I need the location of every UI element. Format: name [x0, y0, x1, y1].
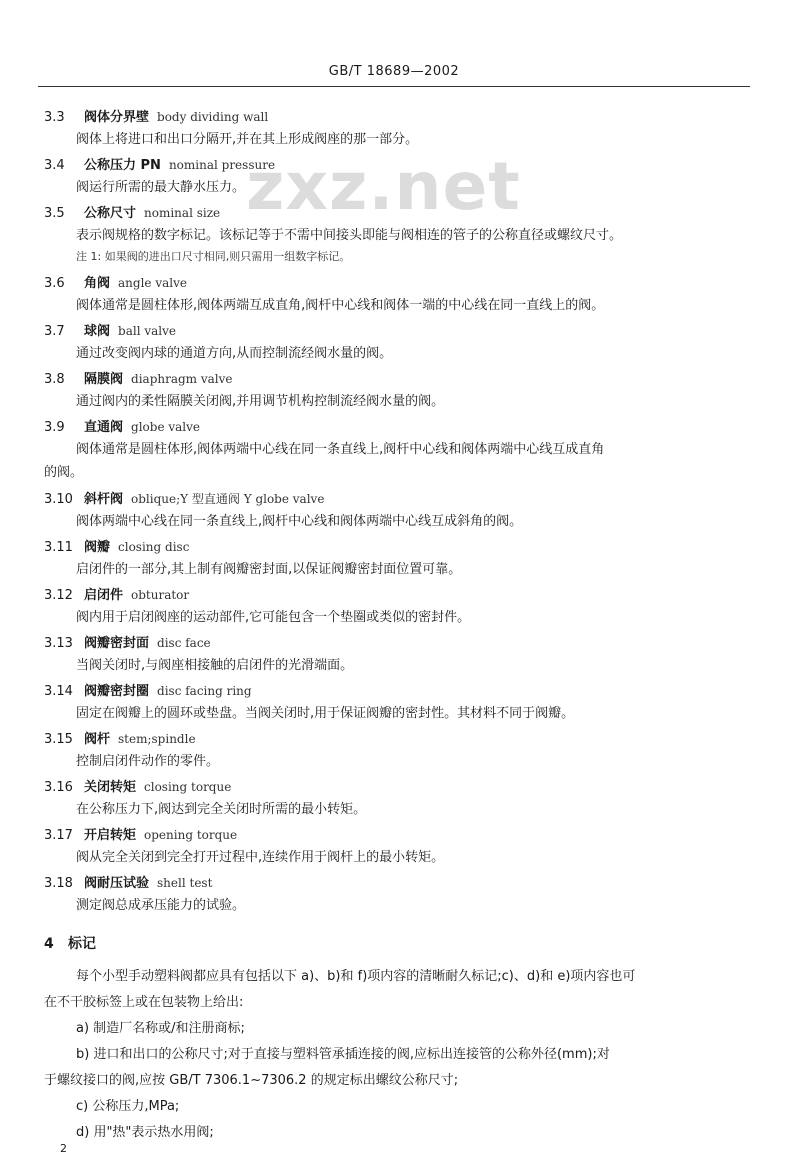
term-en: nominal size: [144, 206, 221, 220]
term-cn: 公称压力 PN: [84, 158, 161, 173]
term-definition: 测定阀总成承压能力的试验。: [76, 898, 246, 913]
term-definition: 在公称压力下,阀达到完全关闭时所需的最小转矩。: [76, 802, 367, 817]
term-definition-continued: 的阀。: [44, 465, 84, 480]
term-definition: 阀体通常是圆柱体形,阀体两端互成直角,阀杆中心线和阀体一端的中心线在同一直线上的阀。: [76, 298, 605, 313]
list-item: a) 制造厂名称或/和注册商标;: [76, 1021, 245, 1036]
term-entry: [44, 584, 756, 629]
term-cn: 阀耐压试验: [84, 876, 150, 891]
term-en: shell test: [157, 876, 213, 890]
term-cn: 阀瓣: [84, 540, 111, 555]
section-intro: 每个小型手动塑料阀都应具有包括以下 a)、b)和 f)项内容的清晰耐久标记;c)、d)和 e)项内容也可: [76, 969, 636, 984]
term-en: oblique;Y 型直通阀 Y globe valve: [131, 492, 325, 506]
term-definition: 阀运行所需的最大静水压力。: [76, 180, 246, 195]
term-en: closing torque: [144, 780, 232, 794]
clause-number: 3.17: [44, 828, 73, 843]
term-entry: [44, 824, 756, 869]
list-item-continued: 于螺纹接口的阀,应按 GB/T 7306.1~7306.2 的规定标出螺纹公称尺寸;: [44, 1073, 459, 1088]
term-entry: [44, 416, 756, 484]
term-entry: [44, 728, 756, 773]
term-en: body dividing wall: [157, 110, 269, 124]
term-entry: [44, 632, 756, 677]
term-definition: 阀从完全关闭到完全打开过程中,连续作用于阀杆上的最小转矩。: [76, 850, 445, 865]
term-definition: 启闭件的一部分,其上制有阀瓣密封面,以保证阀瓣密封面位置可靠。: [76, 562, 462, 577]
term-entry: [44, 106, 756, 151]
term-cn: 阀瓣密封面: [84, 636, 150, 651]
clause-number: 3.18: [44, 876, 73, 891]
term-en: diaphragm valve: [131, 372, 233, 386]
clause-number: 3.16: [44, 780, 73, 795]
list-item: b) 进口和出口的公称尺寸;对于直接与塑料管承插连接的阀,应标出连接管的公称外径(mm);对: [76, 1047, 610, 1062]
term-en: obturator: [131, 588, 190, 602]
term-definition: 固定在阀瓣上的圆环或垫盘。当阀关闭时,用于保证阀瓣的密封性。其材料不同于阀瓣。: [76, 706, 575, 721]
term-entry: [44, 488, 756, 533]
clause-number: 3.10: [44, 492, 73, 507]
term-cn: 斜杆阀: [84, 492, 124, 507]
section-intro-continued: 在不干胶标签上或在包装物上给出:: [44, 995, 244, 1010]
section-heading: [44, 932, 764, 956]
clause-number: 3.13: [44, 636, 73, 651]
term-entry: [44, 776, 756, 821]
clause-number: 3.15: [44, 732, 73, 747]
term-entry: [44, 272, 756, 317]
clause-number: 3.6: [44, 276, 65, 291]
watermark: zxz.net: [246, 148, 521, 225]
term-en: globe valve: [131, 420, 201, 434]
term-definition: 阀体两端中心线在同一条直线上,阀杆中心线和阀体两端中心线互成斜角的阀。: [76, 514, 523, 529]
standard-number: GB/T 18689—2002: [328, 64, 460, 79]
page-number: 2: [60, 1142, 67, 1155]
term-entry: [44, 680, 756, 725]
list-item: d) 用"热"表示热水用阀;: [76, 1125, 214, 1140]
list-item: c) 公称压力,MPa;: [76, 1099, 180, 1114]
term-cn: 球阀: [84, 324, 111, 339]
clause-number: 3.8: [44, 372, 65, 387]
clause-number: 3.9: [44, 420, 65, 435]
term-definition: 当阀关闭时,与阀座相接触的启闭件的光滑端面。: [76, 658, 354, 673]
term-en: closing disc: [118, 540, 190, 554]
term-cn: 阀体分界壁: [84, 110, 150, 125]
term-entry: [44, 320, 756, 365]
term-definition: 表示阀规格的数字标记。该标记等于不需中间接头即能与阀相连的管子的公称直径或螺纹尺寸。: [76, 228, 623, 243]
clause-number: 3.3: [44, 110, 65, 125]
term-definition: 阀内用于启闭阀座的运动部件,它可能包含一个垫圈或类似的密封件。: [76, 610, 471, 625]
term-en: angle valve: [118, 276, 187, 290]
term-definition: 控制启闭件动作的零件。: [76, 754, 220, 769]
clause-number: 3.11: [44, 540, 73, 555]
section-title: 标记: [68, 936, 96, 952]
section-marking: [44, 932, 764, 1146]
term-en: nominal pressure: [168, 158, 276, 172]
term-en: ball valve: [118, 324, 176, 338]
clause-number: 3.14: [44, 684, 73, 699]
term-cn: 直通阀: [84, 420, 124, 435]
term-entry: [44, 872, 756, 917]
term-entry: [44, 202, 756, 267]
section-number: 4: [44, 936, 54, 952]
term-definition: 通过阀内的柔性隔膜关闭阀,并用调节机构控制流经阀水量的阀。: [76, 394, 445, 409]
term-cn: 启闭件: [84, 588, 124, 603]
clause-number: 3.7: [44, 324, 65, 339]
term-cn: 开启转矩: [84, 828, 137, 843]
term-definition: 阀体上将进口和出口分隔开,并在其上形成阀座的那一部分。: [76, 132, 419, 147]
clause-number: 3.4: [44, 158, 65, 173]
term-cn: 关闭转矩: [84, 780, 137, 795]
term-note: 注 1: 如果阀的进出口尺寸相同,则只需用一组数字标记。: [76, 250, 351, 263]
term-entry: [44, 368, 756, 413]
term-en: stem;spindle: [118, 732, 196, 746]
term-definition: 阀体通常是圆柱体形,阀体两端中心线在同一条直线上,阀杆中心线和阀体两端中心线互成直角: [76, 442, 605, 457]
term-entry: [44, 536, 756, 581]
clause-number: 3.5: [44, 206, 65, 221]
term-en: disc face: [157, 636, 211, 650]
term-cn: 公称尺寸: [84, 206, 137, 221]
term-entry: [44, 154, 756, 199]
clause-number: 3.12: [44, 588, 73, 603]
term-cn: 阀杆: [84, 732, 111, 747]
term-en: disc facing ring: [157, 684, 252, 698]
term-en: opening torque: [144, 828, 238, 842]
term-definition: 通过改变阀内球的通道方向,从而控制流经阀水量的阀。: [76, 346, 393, 361]
term-cn: 隔膜阀: [84, 372, 124, 387]
term-cn: 阀瓣密封圈: [84, 684, 150, 699]
term-cn: 角阀: [84, 276, 111, 291]
